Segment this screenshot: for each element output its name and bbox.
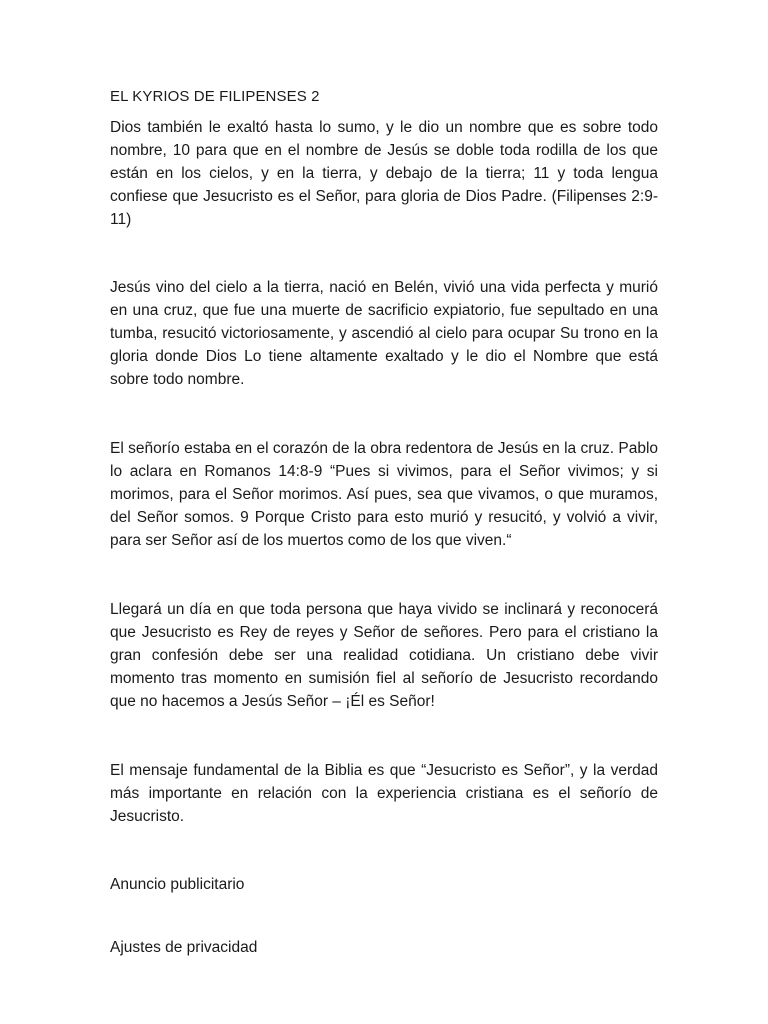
paragraph-bible-message: El mensaje fundamental de la Biblia es que “Jesucristo es Señor”, y la verdad más importante en relación con la experiencia cristiana es el señorío de Jesucristo.: [110, 762, 658, 825]
paragraph-lordship-cross: El señorío estaba en el corazón de la obra redentora de Jesús en la cruz. Pablo lo aclara en Romanos 14:8-9 “Pues si vivimos, para el Señor vivimos; y si morimos, para el Señor morimos. Así pues, sea que vivamos, o que muramos, del Señor somos. 9 Porque Cristo para esto murió y resucitó, y volvió a vivir, para ser Señor así de los muertos como de los que viven.“: [110, 440, 659, 549]
paragraph-jesus-life: Jesús vino del cielo a la tierra, nació en Belén, vivió una vida perfecta y murió en una cruz, que fue una muerte de sacrificio expiatorio, fue sepultado en una tumba, resucitó victoriosamente, y ascendió al cielo para ocupar Su trono en la gloria donde Dios Lo tiene altamente exaltado y le dio el Nombre que está sobre todo nombre.: [110, 279, 658, 388]
privacy-settings-link[interactable]: Ajustes de privacidad: [110, 939, 258, 956]
paragraph-confession: Llegará un día en que toda persona que haya vivido se inclinará y reconocerá que Jesucristo es Rey de reyes y Señor de señores. Pero para el cristiano la gran confesión debe ser una realidad cotidiana. Un cristiano debe vivir momento tras momento en sumisión fiel al señorío de Jesucristo recordando que no hacemos a Jesús Señor – ¡Él es Señor!: [110, 601, 658, 710]
document-page: [110, 86, 658, 959]
document-title: EL KYRIOS DE FILIPENSES 2: [110, 88, 320, 105]
ad-label: Anuncio publicitario: [110, 876, 245, 893]
paragraph-scripture: Dios también le exaltó hasta lo sumo, y le dio un nombre que es sobre todo nombre, 10 para que en el nombre de Jesús se doble toda rodilla de los que están en los cielos, y en la tierra, y debajo de la tierra; 11 y toda lengua confiese que Jesucristo es el Señor, para gloria de Dios Padre. (Filipenses 2:9-11): [110, 119, 658, 228]
